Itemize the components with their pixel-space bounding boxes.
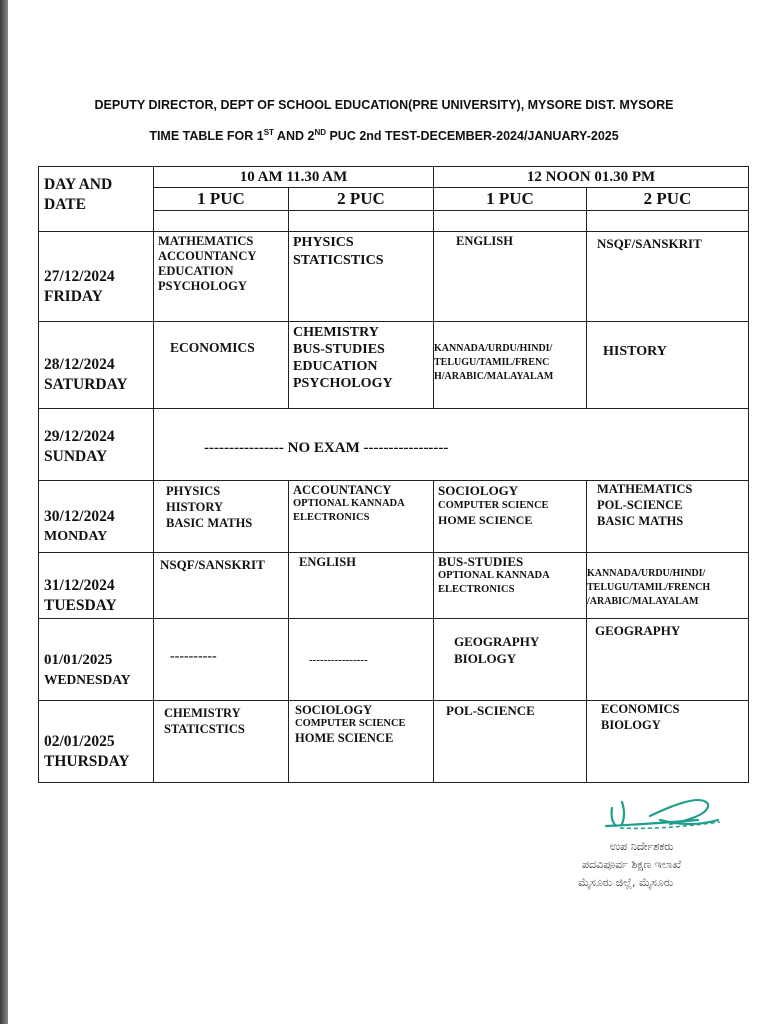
photo-left-edge [0,0,8,1024]
signature-line: ಉಪ ನಿರ್ದೇಶಕರು [610,840,674,853]
subject-cell: ENGLISH [289,553,434,619]
subject-cell: CHEMISTRY STATICSTICS [154,701,289,783]
day-cell: 29/12/2024 SUNDAY [39,409,154,481]
blank-header-cell [587,211,749,232]
table-row [39,701,749,783]
blank-header-cell [289,211,434,232]
signature-line: ಪದವಿಪೂರ್ವ ಶಿಕ್ಷಣ ಇಲಾಖೆ [582,858,682,871]
subject-cell: BUS-STUDIES OPTIONAL KANNADA ELECTRONICS [434,553,587,619]
subject-cell: KANNADA/URDU/HINDI/ TELUGU/TAMIL/FRENC H/ARABIC/MALAYALAM [434,322,587,409]
blank-header-cell [434,211,587,232]
day-cell: 30/12/2024 MONDAY [39,481,154,553]
subject-cell: SOCIOLOGY COMPUTER SCIENCE HOME SCIENCE [434,481,587,553]
table-row [39,232,749,322]
subject-cell: ECONOMICS [154,322,289,409]
subject-cell: NSQF/SANSKRIT [587,232,749,322]
subject-cell: SOCIOLOGY COMPUTER SCIENCE HOME SCIENCE [289,701,434,783]
table-row [39,553,749,619]
day-cell: 02/01/2025 THURSDAY [39,701,154,783]
table-row [39,481,749,553]
day-cell: 28/12/2024 SATURDAY [39,322,154,409]
puc-header: 2 PUC [289,188,434,211]
document-subtitle: TIME TABLE FOR 1ST AND 2ND PUC 2nd TEST-DECEMBER-2024/JANUARY-2025 [149,128,619,144]
puc-header: 1 PUC [434,188,587,211]
subject-cell: KANNADA/URDU/HINDI/ TELUGU/TAMIL/FRENCH /ARABIC/MALAYALAM [587,553,749,619]
day-cell: 31/12/2024 TUESDAY [39,553,154,619]
table-row [39,322,749,409]
subject-cell: ACCOUNTANCY OPTIONAL KANNADA ELECTRONICS [289,481,434,553]
day-cell: 01/01/2025 WEDNESDAY [39,619,154,701]
subject-cell: GEOGRAPHY BIOLOGY [434,619,587,701]
subject-cell: HISTORY [587,322,749,409]
subject-cell: ---------------- [289,619,434,701]
day-cell: 27/12/2024 FRIDAY [39,232,154,322]
subject-cell: MATHEMATICS ACCOUNTANCY EDUCATION PSYCHOLOGY [154,232,289,322]
document-title: DEPUTY DIRECTOR, DEPT OF SCHOOL EDUCATION(PRE UNIVERSITY), MYSORE DIST. MYSORE [94,98,674,112]
slot-noon-header: 12 NOON 01.30 PM [434,167,749,188]
subject-cell: MATHEMATICS POL-SCIENCE BASIC MATHS [587,481,749,553]
subject-cell: NSQF/SANSKRIT [154,553,289,619]
subject-cell: PHYSICS STATICSTICS [289,232,434,322]
puc-header: 2 PUC [587,188,749,211]
puc-header: 1 PUC [154,188,289,211]
subject-cell: ---------- [154,619,289,701]
blank-header-cell [154,211,289,232]
official-signature-stamp [560,790,760,900]
no-exam-label: ---------------- NO EXAM ----------------- [154,409,749,481]
subject-cell: CHEMISTRY BUS-STUDIES EDUCATION PSYCHOLOGY [289,322,434,409]
slot-morning-header: 10 AM 11.30 AM [154,167,434,188]
timetable [38,166,749,783]
table-row [39,409,749,481]
subject-cell: GEOGRAPHY [587,619,749,701]
day-date-header: DAY AND DATE [39,167,154,232]
table-row [39,619,749,701]
subject-cell: PHYSICS HISTORY BASIC MATHS [154,481,289,553]
subject-cell: ENGLISH [434,232,587,322]
signature-line: ಮೈಸೂರು ಜಿಲ್ಲೆ, ಮೈಸೂರು [578,876,674,889]
subject-cell: ECONOMICS BIOLOGY [587,701,749,783]
subject-cell: POL-SCIENCE [434,701,587,783]
